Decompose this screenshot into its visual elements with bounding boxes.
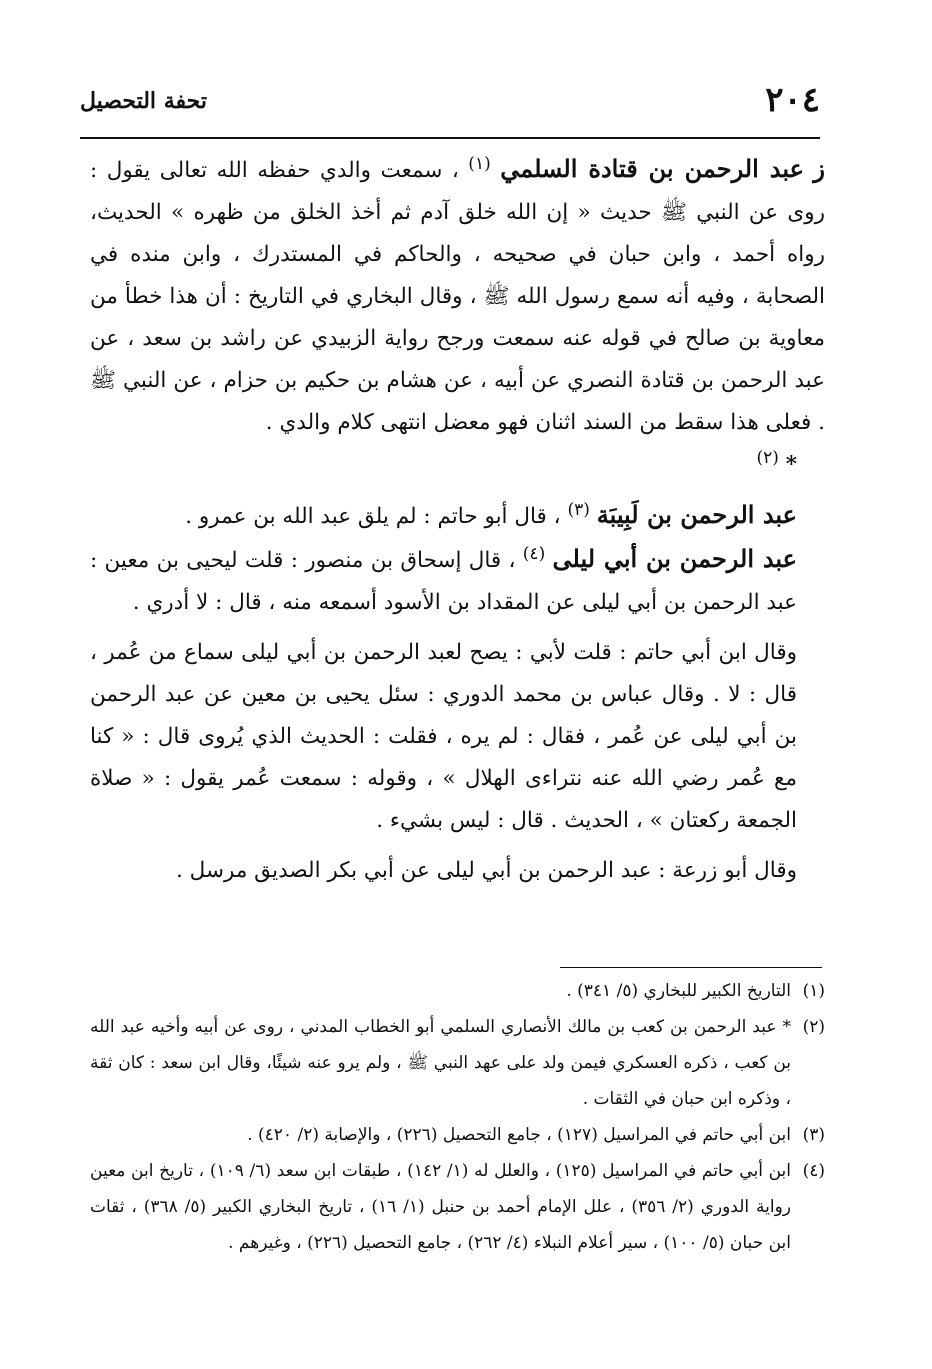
footnotes (90, 973, 825, 1261)
footnote-text: ابن أبي حاتم في المراسيل (١٢٧) ، جامع التحصيل (٢٢٦) ، والإصابة (٢/ ٤٢٠) . (247, 1125, 791, 1145)
footnote-2 (90, 1009, 825, 1117)
footnote-number: (١) (802, 981, 825, 1001)
entry-name: عبد الرحمن بن لَبِيبَة (596, 500, 797, 529)
footnote-1 (90, 973, 825, 1009)
star-marker: * (785, 452, 797, 477)
running-title: تحفة التحصيل (80, 88, 207, 114)
footnote-ref-4: (٤) (522, 543, 546, 564)
entry-ibn-abi-layla (90, 538, 825, 624)
entry-lead-letter: ز (813, 154, 825, 183)
entry-ibn-qatada (90, 148, 825, 444)
footnote-4 (90, 1153, 825, 1261)
footnote-ref-2: (٢) (756, 447, 779, 468)
main-text (90, 148, 825, 892)
entry-starred (90, 444, 825, 486)
footnote-number: (٣) (802, 1125, 825, 1145)
entry-ibn-labiba (90, 494, 825, 538)
footnote-text: التاريخ الكبير للبخاري (٥/ ٣٤١) . (566, 981, 791, 1001)
page-number: ٢٠٤ (765, 80, 820, 120)
paragraph-abu-zura: وقال أبو زرعة : عبد الرحمن بن أبي ليلى عن أبي بكر الصديق مرسل . (176, 858, 797, 883)
footnote-ref-1: (١) (468, 153, 491, 174)
entry-text: ، سمعت والدي حفظه الله تعالى يقول : روى عن النبي ﷺ حديث « إن الله خلق آدم ثم أخذ الخلق من ظهره » الحديث، رواه أحمد ، وابن حبان في صحيحه ، والحاكم في المستدرك ، وابن منده في الصحابة ، وفيه أنه سمع رسول الله ﷺ ، وقال البخاري في التاريخ : أن هذا خطأ من معاوية بن صالح في قوله عنه سمعت ورجح رواية الزبيدي عن راشد بن سعد ، عن عبد الرحمن بن قتادة النصري عن أبيه ، عن هشام بن حكيم بن حزام ، عن النبي ﷺ . فعلى هذا سقط من السند اثنان فهو معضل انتهى كلام والدي . (90, 158, 825, 435)
page-header (80, 80, 820, 132)
entry-name: عبد الرحمن بن أبي ليلى (552, 544, 797, 573)
entry-name: عبد الرحمن بن قتادة السلمي (500, 154, 804, 183)
footnote-3 (90, 1117, 825, 1153)
footnote-rule (560, 967, 822, 968)
entry-text: ، قال أبو حاتم : لم يلق عبد الله بن عمرو . (185, 504, 561, 529)
header-rule (80, 137, 820, 139)
footnote-number: (٤) (802, 1161, 825, 1181)
paragraph-ibn-abi-hatim: وقال ابن أبي حاتم : قلت لأبي : يصح لعبد الرحمن بن أبي ليلى سماع من عُمر ، قال : لا . وقال عباس بن محمد الدوري : سئل يحيى بن معين عن عبد الرحمن بن أبي ليلى عن عُمر ، فقال : لم يره ، فقلت : الحديث الذي يُروى قال : « كنا مع عُمر رضي الله عنه نتراءى الهلال » ، وقوله : سمعت عُمر يقول : « صلاة الجمعة ركعتان » ، الحديث . قال : ليس بشيء . (90, 640, 797, 833)
footnote-ref-3: (٣) (567, 499, 590, 520)
footnote-text: * عبد الرحمن بن كعب بن مالك الأنصاري السلمي أبو الخطاب المدني ، روى عن أبيه وأخيه عبد الله بن كعب ، ذكره العسكري فيمن ولد على عهد النبي ﷺ ، ولم يرو عنه شيئًا، وقال ابن سعد : كان ثقة ، وذكره ابن حبان في الثقات . (90, 1017, 791, 1109)
entry-text: ، قال إسحاق بن منصور : قلت ليحيى بن معين : عبد الرحمن بن أبي ليلى عن المقداد بن الأسود أسمعه منه ، قال : لا أدري . (90, 548, 797, 615)
footnote-text: ابن أبي حاتم في المراسيل (١٢٥) ، والعلل له (١/ ١٤٢) ، طبقات ابن سعد (٦/ ١٠٩) ، تاريخ ابن معين رواية الدوري (٢/ ٣٥٦) ، علل الإمام أحمد بن حنبل (١/ ١٦) ، تاريخ البخاري الكبير (٥/ ٣٦٨) ، ثقات ابن حبان (٥/ ١٠٠) ، سير أعلام النبلاء (٤/ ٢٦٢) ، جامع التحصيل (٢٢٦) ، وغيرهم . (90, 1161, 791, 1253)
footnote-number: (٢) (802, 1017, 825, 1037)
